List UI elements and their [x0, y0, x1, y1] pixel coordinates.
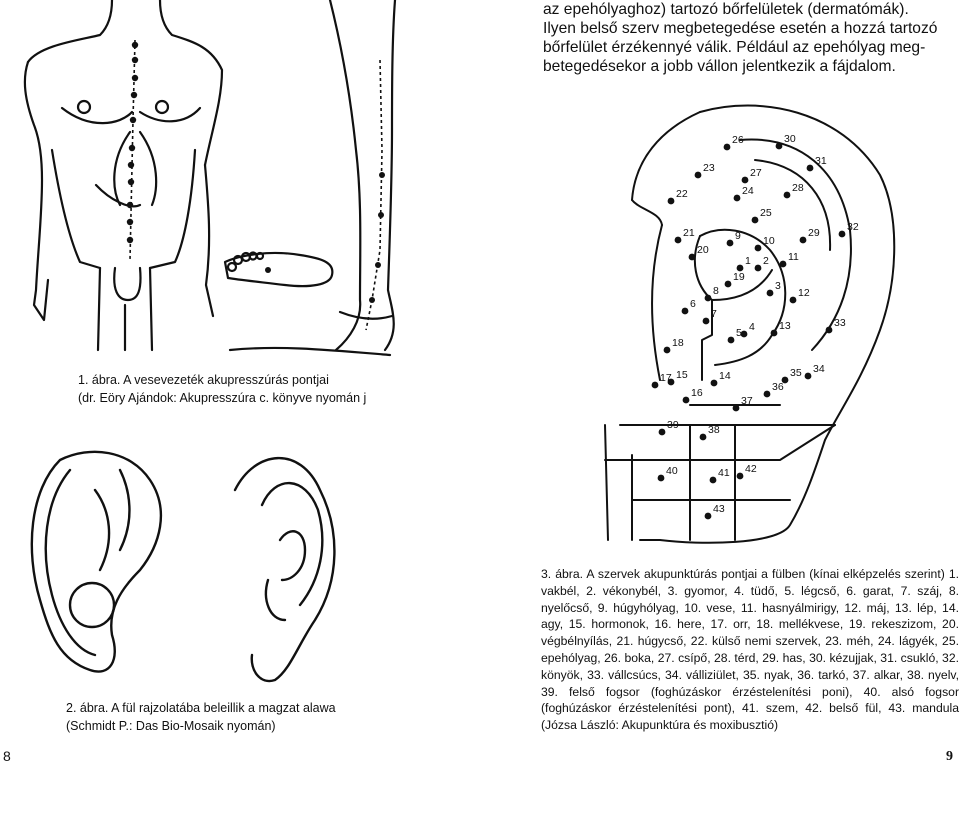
ear-point-dot	[800, 237, 807, 244]
ear-point-dot	[682, 308, 689, 315]
ear-point-dot	[710, 477, 717, 484]
ear-point-label: 5	[736, 327, 742, 339]
ear-point-label: 21	[683, 227, 695, 239]
ear-point-dot	[711, 380, 718, 387]
ear-point-label: 24	[742, 185, 754, 197]
ear-point-dot	[658, 475, 665, 482]
ear-point-dot	[839, 231, 846, 238]
ear-point-label: 36	[772, 381, 784, 393]
ear-point-label: 1	[745, 255, 751, 267]
ear-point-dot	[705, 513, 712, 520]
ear-point-label: 31	[815, 155, 827, 167]
ear-point-label: 40	[666, 465, 678, 477]
ear-point-label: 30	[784, 133, 796, 145]
ear-point-dot	[764, 391, 771, 398]
ear-point-dot	[703, 318, 710, 325]
ear-point-dot	[755, 245, 762, 252]
ear-point-label: 18	[672, 337, 684, 349]
ear-point-label: 37	[741, 395, 753, 407]
ear-point-dot	[695, 172, 702, 179]
ear-point-dot	[675, 237, 682, 244]
ear-point-dot	[664, 347, 671, 354]
ear-point-label: 28	[792, 182, 804, 194]
ear-point-dot	[752, 217, 759, 224]
caption-line: (dr. Eöry Ajándok: Akupresszúra c. könyve nyomán j	[78, 391, 367, 405]
ear-point-dot	[724, 144, 731, 151]
ear-point-dot	[705, 295, 712, 302]
ear-point-dot	[683, 397, 690, 404]
ear-point-dot	[725, 281, 732, 288]
ear-point-label: 7	[711, 308, 717, 320]
ear-point-label: 39	[667, 419, 679, 431]
caption-line: 2. ábra. A fül rajzolatába beleillik a magzat alawa	[66, 701, 336, 715]
ear-point-label: 34	[813, 363, 825, 375]
ear-point-label: 27	[750, 167, 762, 179]
caption-line: 1. ábra. A vesevezeték akupresszúrás pontjai	[78, 373, 329, 387]
ear-point-dot	[776, 143, 783, 150]
ear-point-label: 14	[719, 370, 731, 382]
ear-point-dot	[734, 195, 741, 202]
ear-point-dot	[689, 254, 696, 261]
ear-point-dot	[790, 297, 797, 304]
ear-point-dot	[668, 198, 675, 205]
ear-point-dot	[737, 473, 744, 480]
ear-point-dot	[742, 177, 749, 184]
ear-point-dot	[727, 240, 734, 247]
ear-point-label: 8	[713, 285, 719, 297]
ear-point-label: 4	[749, 321, 755, 333]
ear-point-label: 42	[745, 463, 757, 475]
ear-point-dot	[771, 330, 778, 337]
caption-line: (Schmidt P.: Das Bio-Mosaik nyomán)	[66, 719, 276, 733]
ear-point-label: 10	[763, 235, 775, 247]
ear-point-dot	[652, 382, 659, 389]
ear-point-label: 41	[718, 467, 730, 479]
ear-point-label: 3	[775, 280, 781, 292]
ear-point-label: 43	[713, 503, 725, 515]
page-number-left: 8	[3, 748, 11, 764]
ear-point-dot	[780, 261, 787, 268]
ear-point-dot	[733, 405, 740, 412]
ear-point-label: 35	[790, 367, 802, 379]
ear-point-dot	[784, 192, 791, 199]
ear-point-label: 29	[808, 227, 820, 239]
ear-point-dot	[755, 265, 762, 272]
ear-point-label: 11	[788, 251, 799, 263]
ear-point-label: 19	[733, 271, 745, 283]
ear-point-label: 2	[763, 255, 769, 267]
figure3-caption: 3. ábra. A szervek akupunktúrás pontjai a fülben (kínai elképzelés szerint) 1. vakbél, 2. vékonybél, 3. gyomor, 4. tüdő, 5. légcső, 6. garat, 7. száj, 8. nyelőcső, 9. húgyhólyag, 10. vese, 11. hasnyálmirigy, 12. máj, 13. lép, 14. agy, 15. hormonok, 16. here, 17. orr, 18. mellékvese, 19. rekeszizom, 20. végbélnyílás, 21. húgycső, 22. külső nemi szervek, 23. méh, 24. lágyék, 25. epehólyag, 26. boka, 27. csípő, 28. térd, 29. has, 30. kézujjak, 31. csukló, 32. könyök, 33. vállcsúcs, 34. válliziület, 35. nyak, 36. tarkó, 37. alkar, 38. nyelv, 39. felső fogsor (foghúzáskor érzéstelenítési poni), 40. alsó fogsor (foghúzáskor érzéstelenítési pont), 41. szem, 42. belső fül, 43. mandula (Józsa László: Akupunktúra és moxibusztió)	[541, 567, 959, 733]
ear-point-label: 22	[676, 188, 688, 200]
ear-point-dot	[826, 327, 833, 334]
ear-point-label: 9	[735, 230, 741, 242]
ear-point-label: 6	[690, 298, 696, 310]
ear-point-label: 26	[732, 134, 744, 146]
ear-point-label: 16	[691, 387, 703, 399]
page-number-right: 9	[946, 749, 953, 764]
figure2-caption	[66, 699, 366, 735]
ear-point-dot	[767, 290, 774, 297]
ear-point-dot	[728, 337, 735, 344]
intro-line: betegedésekor a jobb vállon jelentkezik a fájdalom.	[543, 58, 896, 75]
ear-point-label: 23	[703, 162, 715, 174]
ear-point-dot	[659, 429, 666, 436]
ear-point-label: 12	[798, 287, 810, 299]
ear-point-label: 25	[760, 207, 772, 219]
ear-point-label: 15	[676, 369, 688, 381]
ear-point-dot	[807, 165, 814, 172]
ear-point-dot	[805, 373, 812, 380]
ear-point-label: 20	[697, 244, 709, 256]
ear-point-label: 38	[708, 424, 720, 436]
intro-line: az epehólyaghoz) tartozó bőrfelületek (dermatómák).	[543, 1, 909, 18]
ear-point-label: 32	[847, 221, 859, 233]
ear-point-dot	[700, 434, 707, 441]
ear-point-label: 17	[660, 372, 672, 384]
ear-point-label: 13	[779, 320, 791, 332]
ear-point-label: 33	[834, 317, 846, 329]
intro-line: Ilyen belső szerv megbetegedése esetén a hozzá tartozó	[543, 20, 938, 37]
intro-line: bőrfelület érzékennyé válik. Például az epehólyag meg-	[543, 39, 926, 56]
